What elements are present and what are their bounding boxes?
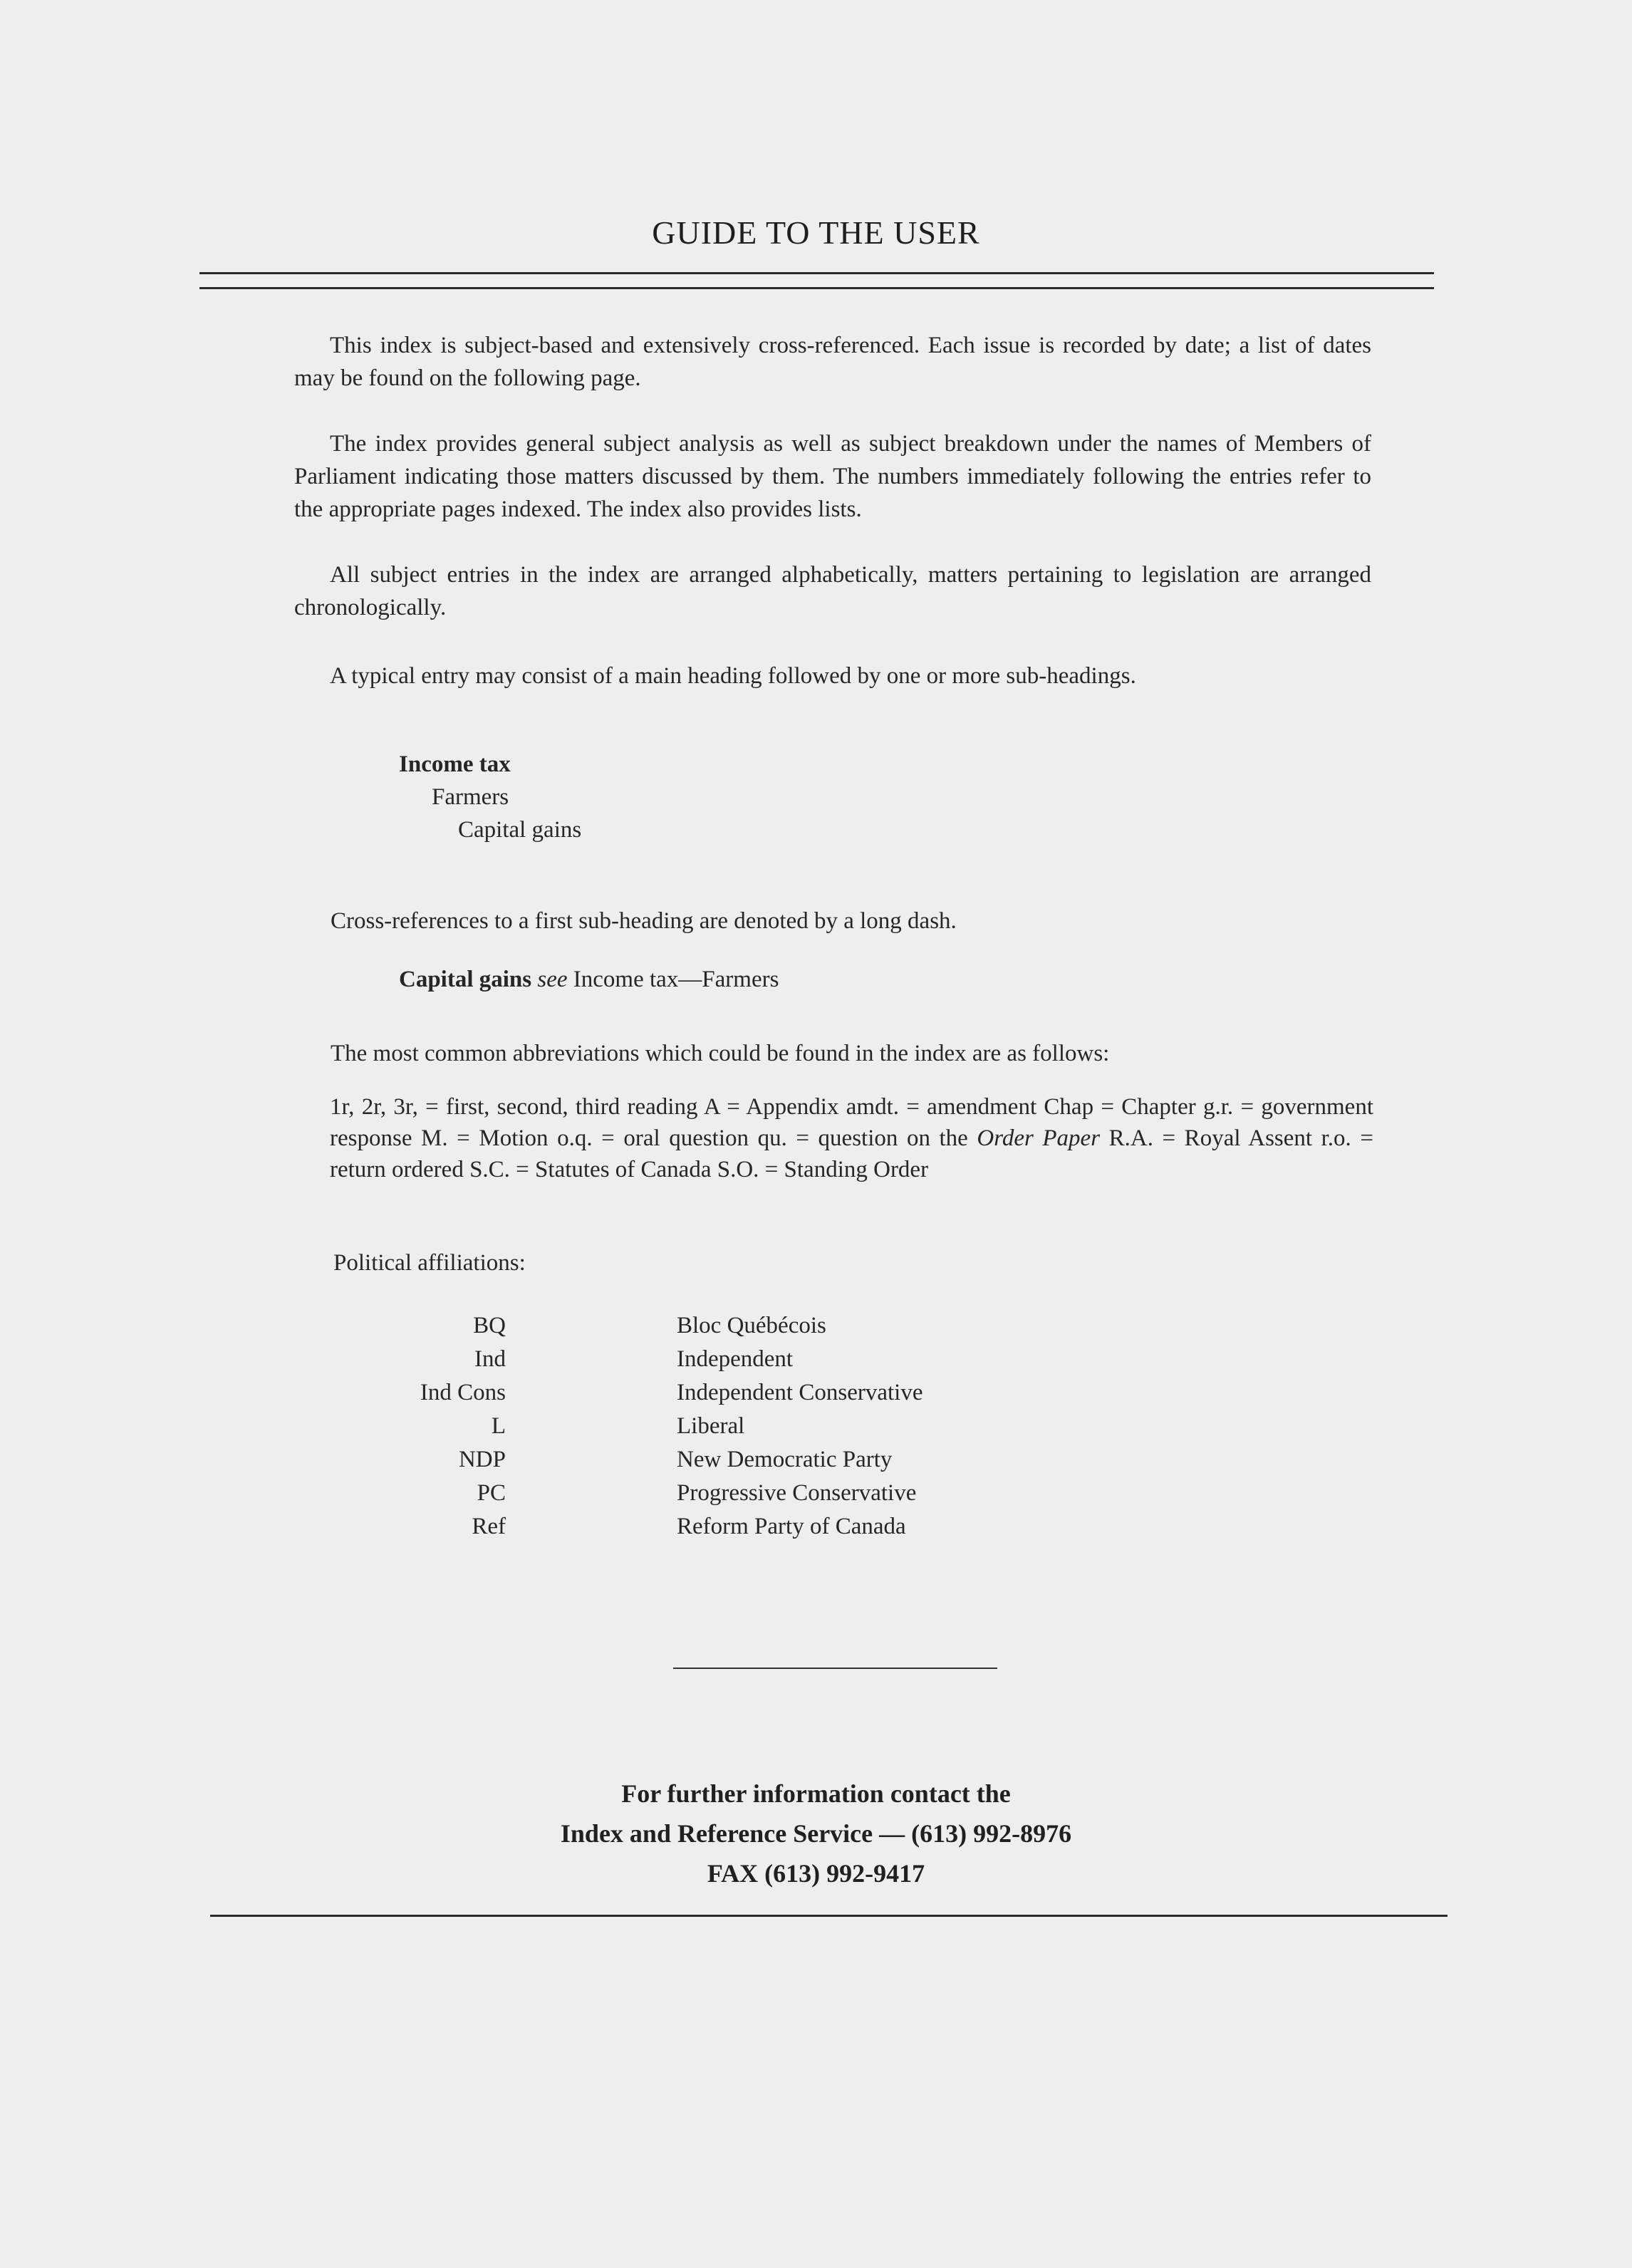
paragraph-arrangement — [294, 558, 1371, 624]
affiliations-label: Political affiliations: — [333, 1250, 526, 1276]
affiliation-name: New Democratic Party — [677, 1447, 893, 1472]
cross-ref-intro: Cross-references to a first sub-heading are denoted by a long dash. — [331, 908, 957, 934]
bottom-rule — [210, 1915, 1448, 1917]
affiliation-name: Bloc Québécois — [677, 1313, 826, 1338]
paragraph-3: All subject entries in the index are arranged alphabetically, matters pertaining to legislation are arranged chronologically. — [294, 562, 1371, 620]
affiliation-name: Reform Party of Canada — [677, 1514, 906, 1539]
affiliation-code: L — [491, 1413, 506, 1439]
contact-block — [0, 1774, 1632, 1893]
abbreviations-part-1: 1r, 2r, 3r, = first, second, third reading A = Appendix amdt. = amendment Chap = Chapter g.r. = government response M. = Motion o.q. = oral question qu. = question on the — [330, 1094, 1373, 1151]
title-double-rule — [199, 272, 1434, 289]
cross-ref-term: Capital gains — [399, 967, 532, 992]
affiliation-name: Independent Conservative — [677, 1380, 923, 1405]
contact-line-1: For further information contact the — [621, 1779, 1011, 1808]
affiliation-code: Ref — [472, 1514, 506, 1539]
affiliation-code: Ind — [474, 1346, 506, 1372]
paragraph-subject-analysis — [294, 427, 1371, 526]
example-main-heading: Income tax — [399, 751, 511, 777]
paragraph-2: The index provides general subject analysis as well as subject breakdown under the names of Members of Parliament indicating those matters discussed by them. The numbers immediately following the entries refer to the appropriate pages indexed. The index also provides lists. — [294, 431, 1371, 522]
affiliation-code: NDP — [458, 1447, 506, 1472]
contact-line-3: FAX (613) 992-9417 — [707, 1859, 925, 1888]
contact-line-2: Index and Reference Service — (613) 992-8976 — [560, 1819, 1072, 1848]
affiliation-code: PC — [477, 1480, 506, 1506]
affiliation-name: Independent — [677, 1346, 794, 1372]
paragraph-1: This index is subject-based and extensively cross-referenced. Each issue is recorded by date; a list of dates may be found on the following page. — [294, 333, 1371, 391]
paragraph-4: A typical entry may consist of a main heading followed by one or more sub-headings. — [330, 663, 1136, 689]
section-divider — [673, 1668, 997, 1669]
abbreviations-intro: The most common abbreviations which could be found in the index are as follows: — [331, 1041, 1110, 1066]
affiliation-name: Liberal — [677, 1413, 745, 1439]
abbreviations-part-2: R.A. = Royal Assent r.o. = return ordered S.C. = Statutes of Canada S.O. = Standing Order — [330, 1125, 1373, 1182]
example-sub-heading-1: Farmers — [432, 784, 509, 810]
cross-ref-target: Income tax—Farmers — [573, 967, 779, 992]
abbreviations-list — [330, 1091, 1373, 1185]
affiliation-code: Ind Cons — [420, 1380, 506, 1405]
page-title: GUIDE TO THE USER — [652, 214, 980, 251]
paragraph-intro — [294, 329, 1371, 395]
cross-ref-example — [399, 963, 779, 996]
paragraph-typical-entry — [294, 660, 1371, 692]
affiliation-code: BQ — [473, 1313, 506, 1338]
abbreviations-order-paper: Order Paper — [977, 1125, 1101, 1151]
affiliation-name: Progressive Conservative — [677, 1480, 917, 1506]
example-sub-heading-2: Capital gains — [458, 817, 582, 843]
cross-ref-see: see — [537, 967, 568, 992]
